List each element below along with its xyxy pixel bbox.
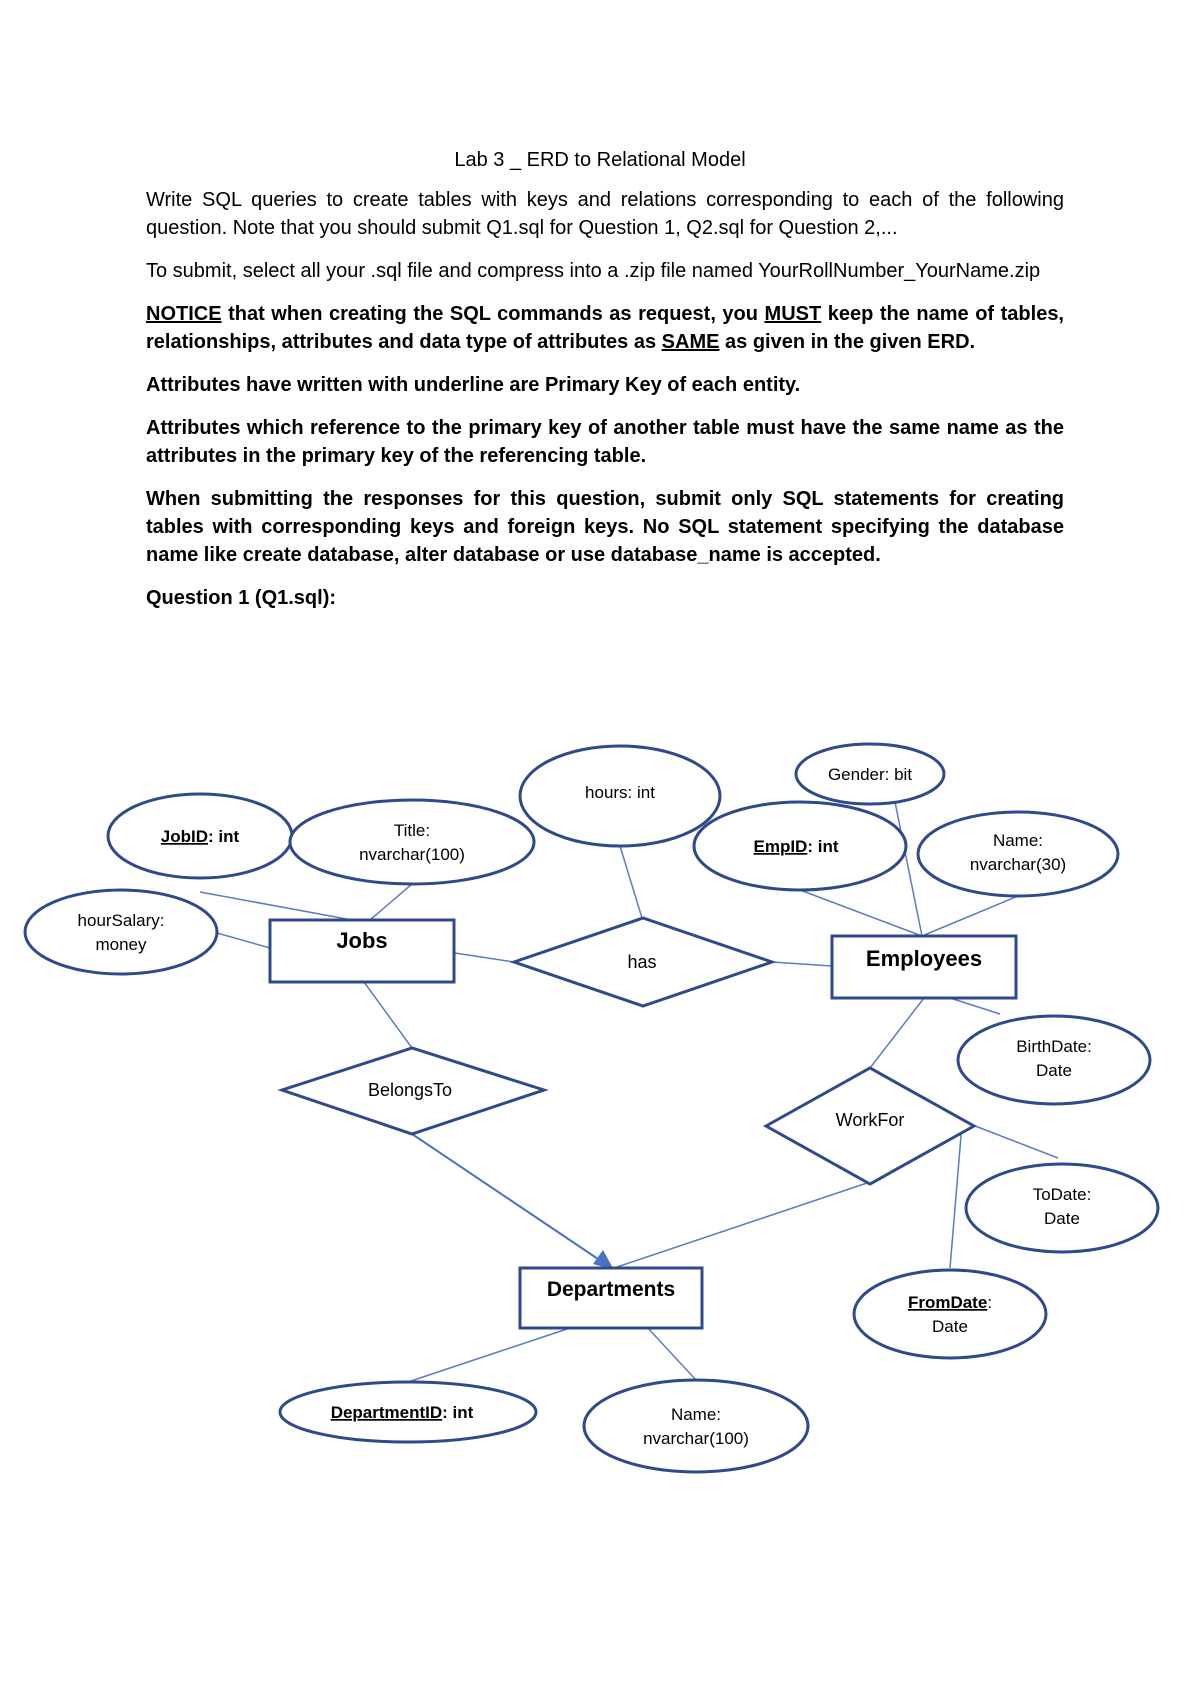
attribute-ellipses [25,744,1158,1472]
line-birthdate-employees [950,998,1000,1014]
attr-title-ellipse [290,800,534,884]
pk-note: Attributes have written with underline are Primary Key of each entity. [146,374,801,396]
attr-birthdate-ellipse [958,1016,1150,1104]
submit-paragraph: To submit, select all your .sql file and compress into a .zip file named YourRollNumber_YourName.zip [146,260,1041,282]
attr-hours-label: hours: int [585,783,655,802]
attr-empid-name: EmpID [753,837,808,856]
relationship-belongsto-label: BelongsTo [367,1080,453,1100]
submit-note: When submitting the responses for this question, submit only SQL statements for creating tables with corresponding keys and foreign keys. No SQL statement specifying the database name like create database, alter database or use database_name is accepted. [146,488,1064,566]
attr-empname-line2: nvarchar(30) [969,855,1067,874]
line-has-employees [772,962,832,966]
attr-birthdate-line2: Date [1036,1061,1072,1080]
line-gender-employees [895,802,922,936]
fk-note: Attributes which reference to the primary key of another table must have the same name as the attributes in the primary key of the referencing table. [146,417,1064,467]
entity-jobs-label: Jobs [336,928,388,953]
line-workfor-todate [970,1124,1058,1158]
belongsto-arrow [412,1134,614,1270]
attr-title-line2: nvarchar(100) [359,845,465,864]
line-workfor-fromdate [950,1124,962,1268]
line-departmentid-departments [408,1326,576,1382]
notice-word: NOTICE [146,303,222,325]
attr-fromdate-name: FromDate [907,1293,988,1312]
attr-todate-line2: Date [1044,1209,1080,1228]
entity-departments-label: Departments [546,1278,676,1301]
attr-departmentid-type: : int [442,1403,474,1422]
line-jobs-belongsto [364,982,412,1048]
attr-fromdate-type: : [987,1293,993,1312]
same-word: SAME [661,331,720,353]
attr-hoursalary-line1: hourSalary: [77,911,165,930]
attr-departmentid-name: DepartmentID [330,1403,443,1422]
attr-empid-label [754,837,839,856]
line-hours-has [620,846,642,918]
line-jobid-jobs [200,892,352,920]
line-name-employees [922,896,1018,936]
intro-paragraph: Write SQL queries to create tables with keys and relations corresponding to each of the following question. Note that you should submit Q1.sql for Question 1, Q2.sql for Question 2,... [146,189,1064,239]
attr-empid-type: : int [807,837,839,856]
attr-deptname-line2: nvarchar(100) [643,1429,749,1448]
notice-text-3: as given in the given ERD. [719,331,976,353]
line-employees-workfor [870,998,924,1068]
notice-text-2: keep the name of tables, relationships, attributes and data type of attributes as [146,303,1064,353]
arrow-line [412,1134,604,1263]
line-jobs-has [455,953,514,962]
line-workfor-departments [614,1182,870,1268]
attr-departmentid-label [331,1403,474,1422]
document-title: Lab 3 _ ERD to Relational Model [454,149,746,171]
relationship-workfor-label: WorkFor [835,1110,905,1130]
notice-text-1: that when creating the SQL commands as request, you [221,303,765,325]
line-title-jobs [370,884,412,920]
attr-jobid-type: : int [208,827,240,846]
entity-employees-label: Employees [865,946,983,971]
attr-todate-ellipse [966,1164,1158,1252]
attr-deptname-ellipse [584,1380,808,1472]
attr-fromdate-line2: Date [932,1317,968,1336]
line-empid-employees [800,890,922,936]
question-1-heading: Question 1 (Q1.sql): [146,587,337,609]
attr-jobid-label [161,827,240,846]
attr-title-line1: Title: [393,821,431,840]
attr-fromdate-line1 [908,1293,992,1312]
attr-jobid-name: JobID [160,827,209,846]
attr-empname-line1: Name: [992,831,1044,850]
attr-fromdate-ellipse [854,1270,1046,1358]
attr-hoursalary-ellipse [25,890,217,974]
must-word: MUST [764,303,822,325]
attr-deptname-line1: Name: [670,1405,722,1424]
attr-birthdate-line1: BirthDate: [1016,1037,1092,1056]
relationship-has-label: has [627,952,657,972]
attr-empname-ellipse [918,812,1118,896]
attr-gender-label: Gender: bit [827,765,913,784]
attr-todate-line1: ToDate: [1032,1185,1092,1204]
line-name-departments [646,1326,696,1380]
line-hoursalary-jobs [217,933,270,948]
attr-hoursalary-line2: money [95,935,147,954]
